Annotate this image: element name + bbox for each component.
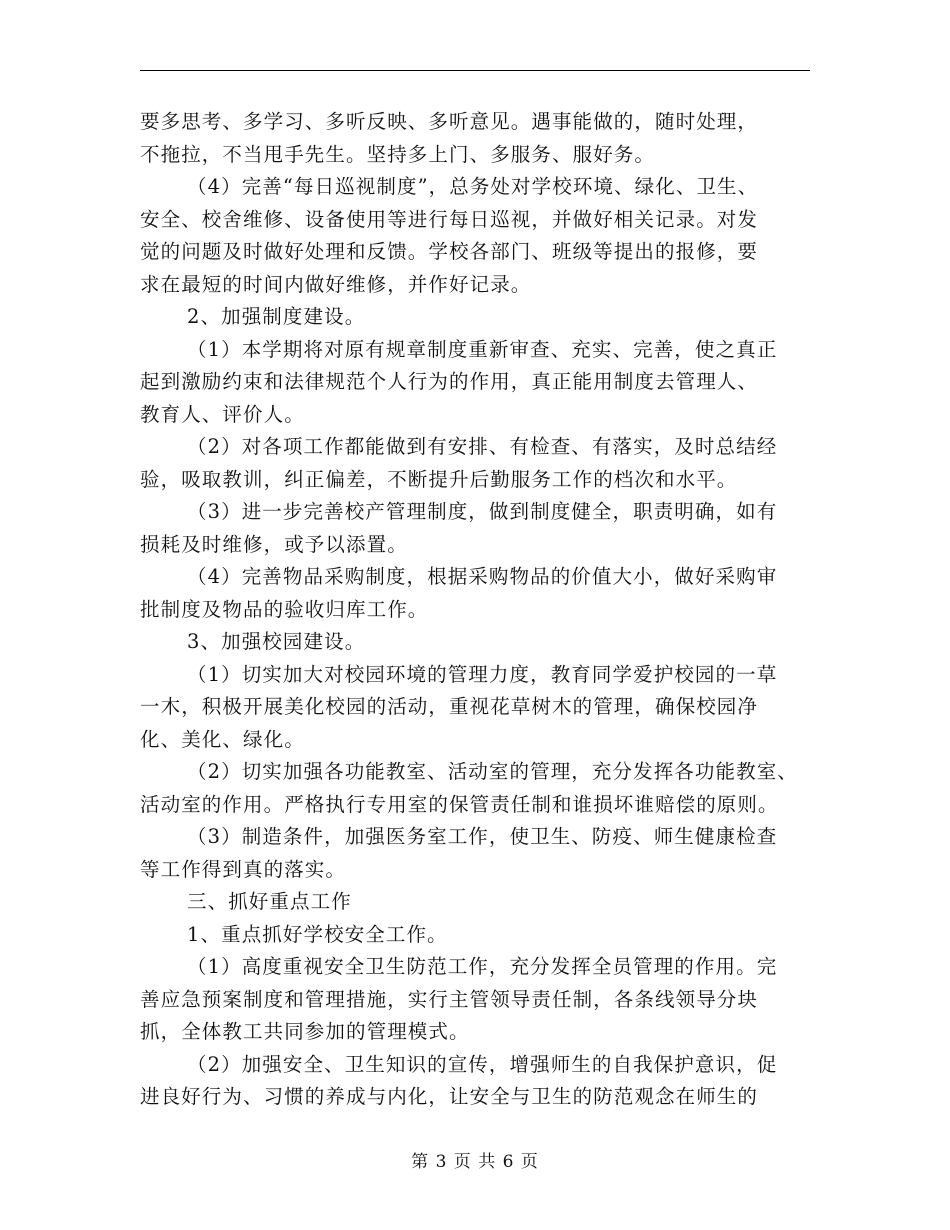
text-line: 求在最短的时间内做好维修，并作好记录。 xyxy=(140,272,532,296)
text-line: 安全、校舍维修、设备使用等进行每日巡视，并做好相关记录。对发 xyxy=(140,207,759,231)
text-line: 活动室的作用。严格执行专用室的保管责任制和谁损坏谁赔偿的原则。 xyxy=(140,792,779,816)
text-line: （1）切实加大对校园环境的管理力度，教育同学爱护校园的一草 xyxy=(187,662,778,686)
text-line: 2、加强制度建设。 xyxy=(187,305,366,328)
header-rule xyxy=(140,70,810,71)
text-line: 1、重点抓好学校安全工作。 xyxy=(187,922,448,946)
text-line: 不拖拉，不当甩手先生。坚持多上门、多服务、服好务。 xyxy=(140,142,656,166)
text-line: 抓，全体教工共同参加的管理模式。 xyxy=(140,1020,470,1043)
text-line: 要多思考、多学习、多听反映、多听意见。遇事能做的，随时处理， xyxy=(140,110,759,133)
text-line: 验，吸取教训，纠正偏差，不断提升后勤服务工作的档次和水平。 xyxy=(140,467,738,491)
text-line: （2）切实加强各功能教室、活动室的管理，充分发挥各功能教室、 xyxy=(187,760,798,783)
text-line: （4）完善物品采购制度，根据采购物品的价值大小，做好采购审 xyxy=(187,565,778,588)
text-line: 觉的问题及时做好处理和反馈。学校各部门、班级等提出的报修，要 xyxy=(140,240,759,263)
text-line: （2）对各项工作都能做到有安排、有检查、有落实，及时总结经 xyxy=(187,435,778,458)
text-line: 化、美化、绿化。 xyxy=(140,727,305,751)
text-line: 三、抓好重点工作 xyxy=(187,890,352,913)
text-line: 损耗及时维修，或予以添置。 xyxy=(140,532,408,556)
text-line: 进良好行为、习惯的养成与内化，让安全与卫生的防范观念在师生的 xyxy=(140,1085,759,1108)
text-line: 等工作得到真的落实。 xyxy=(140,857,347,881)
text-line: （1）本学期将对原有规章制度重新审查、充实、完善，使之真正 xyxy=(187,337,778,361)
page-number-footer: 第 3 页 共 6 页 xyxy=(411,1152,539,1172)
text-line: （2）加强安全、卫生知识的宣传，增强师生的自我保护意识，促 xyxy=(187,1052,778,1076)
text-line: 一木，积极开展美化校园的活动，重视花草树木的管理，确保校园净 xyxy=(140,695,759,718)
text-line: 批制度及物品的验收归库工作。 xyxy=(140,597,429,621)
text-line: （3）进一步完善校产管理制度，做到制度健全，职责明确，如有 xyxy=(187,500,778,523)
text-line: 教育人、评价人。 xyxy=(140,402,305,426)
text-line: （4）完善“每日巡视制度”，总务处对学校环境、绿化、卫生、 xyxy=(187,175,759,198)
document-body xyxy=(140,106,820,1114)
text-line: 善应急预案制度和管理措施，实行主管领导责任制，各条线领导分块 xyxy=(140,987,759,1011)
text-line: （1）高度重视安全卫生防范工作，充分发挥全员管理的作用。完 xyxy=(187,955,778,978)
text-line: （3）制造条件，加强医务室工作，使卫生、防疫、师生健康检查 xyxy=(187,825,778,848)
text-line: 起到激励约束和法律规范个人行为的作用，真正能用制度去管理人、 xyxy=(140,370,759,393)
text-line: 3、加强校园建设。 xyxy=(187,630,366,653)
